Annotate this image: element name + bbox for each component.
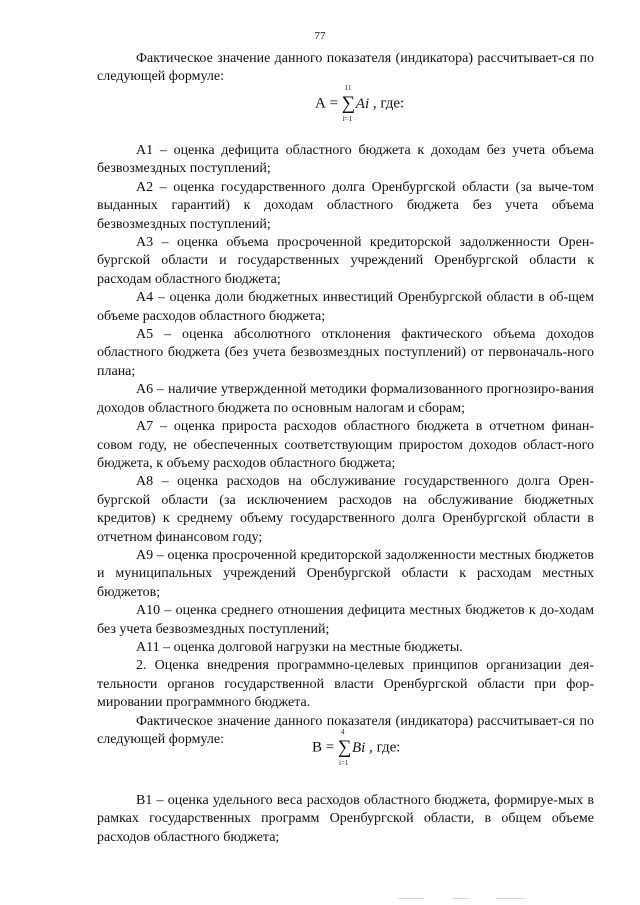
scan-artifact [496,898,526,899]
sigma-symbol: ∑ [337,737,352,758]
sum-operator [341,84,356,123]
formula-term: Ai [355,95,370,112]
list-item: А8 – оценка расходов на обслуживание государственного долга Орен-бургской области (за исключением расходов на обслуживание бюджетных кредитов) к среднему объему государственного долга Оренбургской области в отчетном финансовом году; [97,474,594,545]
list-item: А6 – наличие утвержденной методики формализованного прогнозиро-вания доходов областного бюджета по основным налогам и сборам; [97,382,594,416]
list-item: А2 – оценка государственного долга Оренбургской области (за выче-том выданных гарантий) к доходам областного бюджета без учета объема безвозмездных поступлений; [97,179,594,232]
page-number: 77 [314,30,326,42]
sum-upper-limit: 4 [340,728,345,736]
formula-lhs: А = [315,95,339,112]
scan-artifact [452,898,470,899]
list-item: А1 – оценка дефицита областного бюджета к доходам без учета объема безвозмездных поступлений; [97,143,594,177]
sigma-symbol: ∑ [341,93,356,114]
list-item: А7 – оценка прироста расходов областного бюджета в отчетном финан-совом году, не обеспеченных соответствующим приростом доходов област-ного бюджета, к объему расходов областного бюджета; [97,419,594,471]
list-item: В1 – оценка удельного веса расходов областного бюджета, формируе-мых в рамках государственных программ Оренбургской области, в общем объеме расходов областного бюджета; [97,793,594,845]
list-item: А9 – оценка просроченной кредиторской задолженности местных бюджетов и муниципальных учреждений Оренбургской области к расходам местных бюджетов; [97,547,594,600]
paragraph: Фактическое значение данного показателя (индикатора) рассчитывает-ся по следующей формуле: [97,51,594,85]
list-item: А4 – оценка доли бюджетных инвестиций Оренбургской области в об-щем объеме расходов областного бюджета; [97,290,594,324]
list-item: А3 – оценка объема просроченной кредиторской задолженности Орен-бургской области и государственных учреждений Оренбургской области к расходам областного бюджета; [97,235,594,287]
formula-term: Bi [351,739,366,756]
list-item: А11 – оценка долговой нагрузки на местные бюджеты. [136,639,463,655]
formula-lhs: В = [312,739,335,756]
formula-intro-a [97,50,594,87]
sum-lower-limit: i=1 [338,759,349,767]
paragraph: Фактическое значение данного показателя (индикатора) рассчитывает-ся по следующей формуле: [97,713,594,747]
list-item: А5 – оценка абсолютного отклонения фактического объема доходов областного бюджета (без учета безвозмездных поступлений) от первоначаль-ного плана; [97,327,594,379]
scan-artifact [398,898,424,899]
sum-lower-limit: i=1 [342,115,353,123]
list-item: А10 – оценка среднего отношения дефицита местных бюджетов к до-ходам без учета безвозмездных поступлений; [97,603,594,637]
section-heading: 2. Оценка внедрения программно-целевых принципов организации дея-тельности органов государственной власти Оренбургской области при фор-мировании программного бюджета. [97,658,594,711]
indicator-list-b [97,792,594,847]
formula-a [315,84,405,123]
sum-upper-limit: 11 [344,84,352,92]
sum-operator [337,728,352,767]
indicator-list-a [97,142,594,749]
formula-tail: , где: [369,739,401,756]
formula-tail: , где: [372,95,405,112]
formula-b [312,728,401,767]
